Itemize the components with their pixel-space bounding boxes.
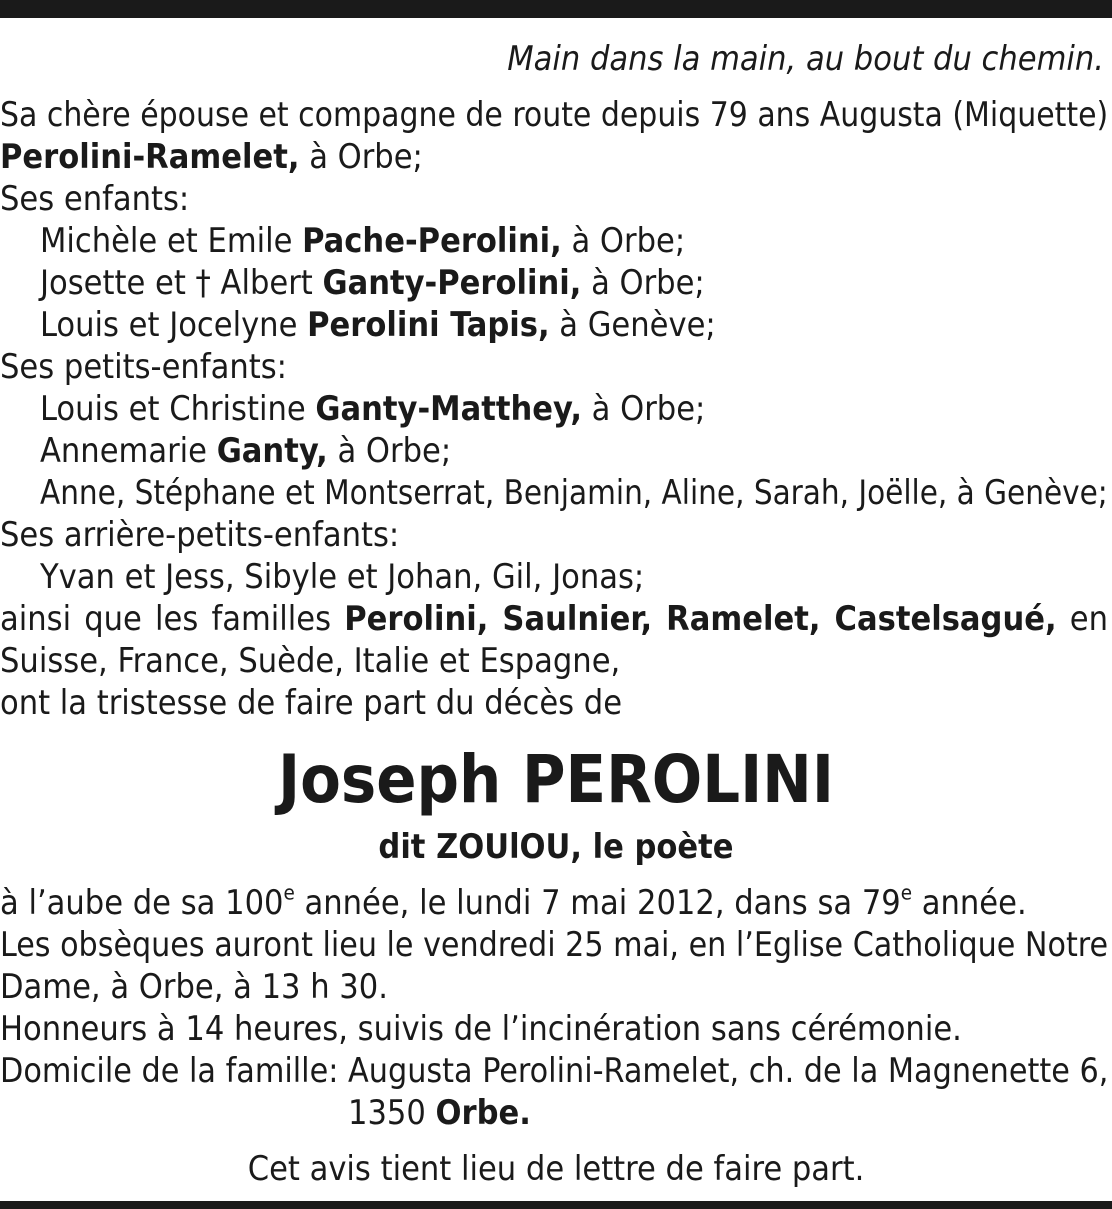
child-place: à Orbe; (561, 221, 686, 261)
spouse-line: Sa chère épouse et compagne de route depuis 79 ans Augusta (Miquette) (0, 95, 1109, 135)
grandchild-entry (40, 472, 1108, 514)
families-post: en (1056, 599, 1108, 639)
age-post: année. (912, 883, 1027, 923)
families-names: Perolini, Saulnier, Ramelet, Castelsagué, (344, 599, 1057, 639)
grandchild-pre: Anne, Stéphane et Montserrat, Benjamin, Aline, Sarah, Joëlle, à Genève; (40, 473, 1108, 513)
age-pre: à l’aube de sa 100 (0, 883, 284, 923)
grandchild-place: à Orbe; (581, 389, 706, 429)
grandchildren-heading: Ses petits-enfants: (0, 347, 287, 387)
grandchild-place: à Orbe; (327, 431, 452, 471)
child-entry (40, 304, 716, 346)
domicile-label: Domicile de la famille: (0, 1051, 349, 1091)
spouse-place: à Orbe; (299, 137, 423, 177)
deceased-nickname: dit ZOUlOU, le poète (378, 827, 734, 867)
families-pre: ainsi que les familles (0, 599, 345, 639)
child-name: Pache-Perolini, (302, 221, 562, 261)
postcode: 1350 (348, 1093, 436, 1133)
announcement-line: ont la tristesse de faire part du décès de (0, 683, 623, 723)
domicile-line (0, 1050, 1108, 1092)
families-countries: Suisse, France, Suède, Italie et Espagne, (0, 641, 621, 681)
domicile-address: Augusta Perolini-Ramelet, ch. de la Magnenette 6, (348, 1051, 1109, 1091)
child-place: à Orbe; (581, 263, 705, 303)
top-rule (0, 0, 1112, 18)
motto: Main dans la main, au bout du chemin. (507, 39, 1104, 79)
grandchild-pre: Annemarie (40, 431, 217, 471)
child-entry (40, 220, 685, 262)
families-line (0, 598, 1108, 640)
age-mid: année, le lundi 7 mai 2012, dans sa 79 (294, 883, 901, 923)
deceased-name: Joseph PEROLINI (278, 741, 834, 818)
age-sup: e (283, 880, 295, 905)
city: Orbe. (435, 1093, 531, 1133)
funeral-line: Les obsèques auront lieu le vendredi 25 mai, en l’Eglise Catholique Notre (0, 925, 1109, 965)
funeral-line-2: Dame, à Orbe, à 13 h 30. (0, 967, 388, 1007)
child-name: Perolini Tapis, (307, 305, 550, 345)
spouse-name: Perolini-Ramelet, (0, 137, 300, 177)
domicile-city-line (348, 1092, 531, 1134)
honours-line: Honneurs à 14 heures, suivis de l’incinération sans cérémonie. (0, 1009, 962, 1049)
grandchild-name: Ganty, (216, 431, 328, 471)
great-grandchildren-line: Yvan et Jess, Sibyle et Johan, Gil, Jonas; (40, 557, 645, 597)
bottom-rule (0, 1201, 1112, 1209)
child-name: Ganty-Perolini, (322, 263, 582, 303)
grandchild-entry (40, 430, 451, 472)
age-line (0, 882, 1027, 924)
great-grandchildren-heading: Ses arrière-petits-enfants: (0, 515, 400, 555)
child-pre: Josette et † Albert (40, 263, 323, 303)
child-place: à Genève; (549, 305, 716, 345)
grandchild-entry (40, 388, 705, 430)
child-pre: Louis et Jocelyne (40, 305, 308, 345)
child-entry (40, 262, 705, 304)
grandchild-name: Ganty-Matthey, (315, 389, 582, 429)
age-sup: e (900, 880, 913, 905)
grandchild-pre: Louis et Christine (40, 389, 316, 429)
spouse-name-line (0, 136, 423, 178)
children-heading: Ses enfants: (0, 179, 190, 219)
child-pre: Michèle et Emile (40, 221, 303, 261)
closing-note: Cet avis tient lieu de lettre de faire part. (247, 1149, 865, 1189)
